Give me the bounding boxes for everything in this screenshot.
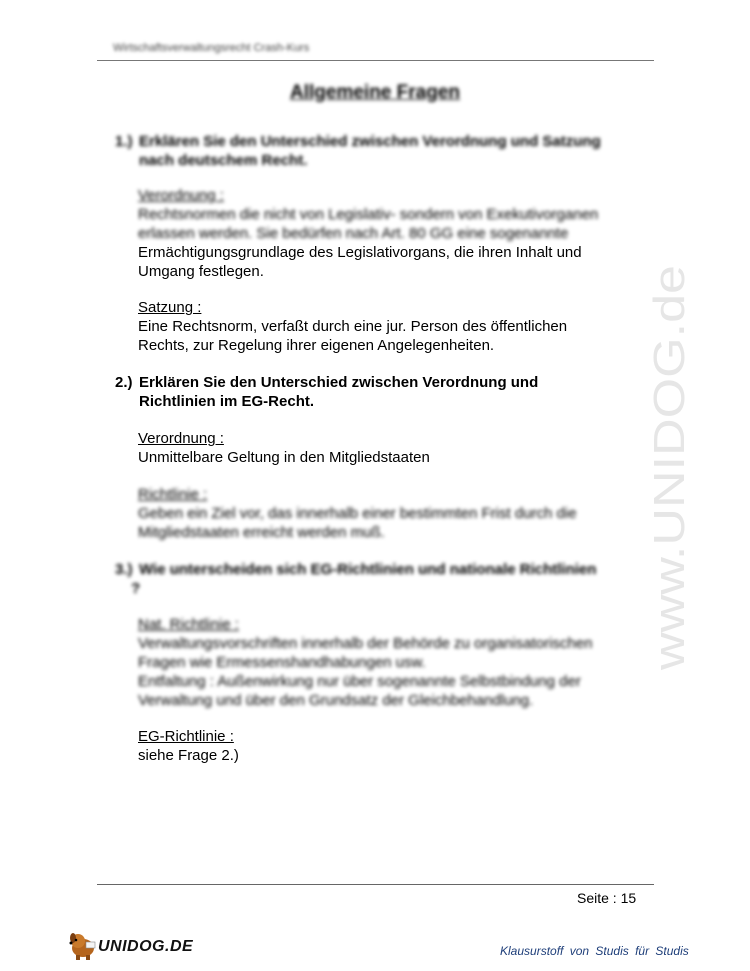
answer-line: erlassen werden. Sie bedürfen nach Art. 80 GG eine sogenannte xyxy=(138,225,569,242)
question-2 xyxy=(115,373,538,411)
answer-line: Geben ein Ziel vor, das innerhalb einer bestimmten Frist durch die xyxy=(138,505,577,522)
watermark-text: www.UNIDOG.de xyxy=(645,327,694,670)
answer-line: Mitgliedstaaten erreicht werden muß. xyxy=(138,524,385,541)
question-number: 3.) xyxy=(115,561,133,578)
answer-line: Verwaltungsvorschriften innerhalb der Behörde zu organisatorischen xyxy=(138,635,593,652)
question-text-line: Richtlinien im EG-Recht. xyxy=(139,393,315,410)
answer-line: Unmittelbare Geltung in den Mitgliedstaaten xyxy=(138,449,430,466)
answer-line: Fragen wie Ermessenshandhabungen usw. xyxy=(138,654,426,671)
page-title: Allgemeine Fragen xyxy=(290,82,460,103)
answer-line: siehe Frage 2.) xyxy=(138,747,239,764)
answer-3a xyxy=(138,615,658,710)
answer-label: EG-Richtlinie : xyxy=(138,728,234,745)
question-text-line: Erklären Sie den Unterschied zwischen Verordnung und xyxy=(139,374,539,391)
answer-line: Eine Rechtsnorm, verfaßt durch eine jur. Person des öffentlichen xyxy=(138,318,568,335)
answer-1a xyxy=(138,186,658,281)
page-number: Seite : 15 xyxy=(577,890,637,906)
question-1 xyxy=(115,132,601,170)
answer-line: Entfaltung : Außenwirkung nur über sogenannte Selbstbindung der xyxy=(138,673,581,690)
question-number: 1.) xyxy=(115,133,133,150)
question-number: 2.) xyxy=(115,374,133,391)
question-3 xyxy=(115,560,596,598)
answer-line: Umgang festlegen. xyxy=(138,263,264,280)
answer-label: Richtlinie : xyxy=(138,486,208,503)
question-text-line: ? xyxy=(131,580,141,597)
answer-3b xyxy=(138,727,658,765)
answer-line: Rechtsnormen die nicht von Legislativ- sondern von Exekutivorganen xyxy=(138,206,599,223)
answer-line: Rechts, zur Regelung ihrer eigenen Angelegenheiten. xyxy=(138,337,495,354)
question-text-line: Erklären Sie den Unterschied zwischen Verordnung und Satzung xyxy=(139,133,601,150)
question-text-line: nach deutschem Recht. xyxy=(139,152,308,169)
running-header xyxy=(97,40,654,61)
dog-icon xyxy=(66,928,100,962)
header-title: Wirtschaftsverwaltungsrecht Crash-Kurs xyxy=(113,42,310,54)
answer-label: Nat. Richtlinie : xyxy=(138,616,239,633)
footer-tagline: Klausurstoff von Studis für Studis xyxy=(500,944,689,958)
footer-divider xyxy=(97,884,654,885)
answer-label: Verordnung : xyxy=(138,430,224,447)
answer-line: Verwaltung und über den Grundsatz der Gleichbehandlung. xyxy=(138,692,534,709)
answer-label: Verordnung : xyxy=(138,187,224,204)
answer-line: Ermächtigungsgrundlage des Legislativorgans, die ihren Inhalt und xyxy=(138,244,582,261)
answer-label: Satzung : xyxy=(138,299,202,316)
answer-1b xyxy=(138,298,658,355)
answer-2a xyxy=(138,429,658,467)
watermark xyxy=(640,260,700,680)
question-text-line: Wie unterscheiden sich EG-Richtlinien und nationale Richtlinien xyxy=(139,561,597,578)
unidog-logo xyxy=(66,928,196,962)
logo-text: UNIDOG.DE xyxy=(98,938,194,955)
answer-2b xyxy=(138,485,658,542)
